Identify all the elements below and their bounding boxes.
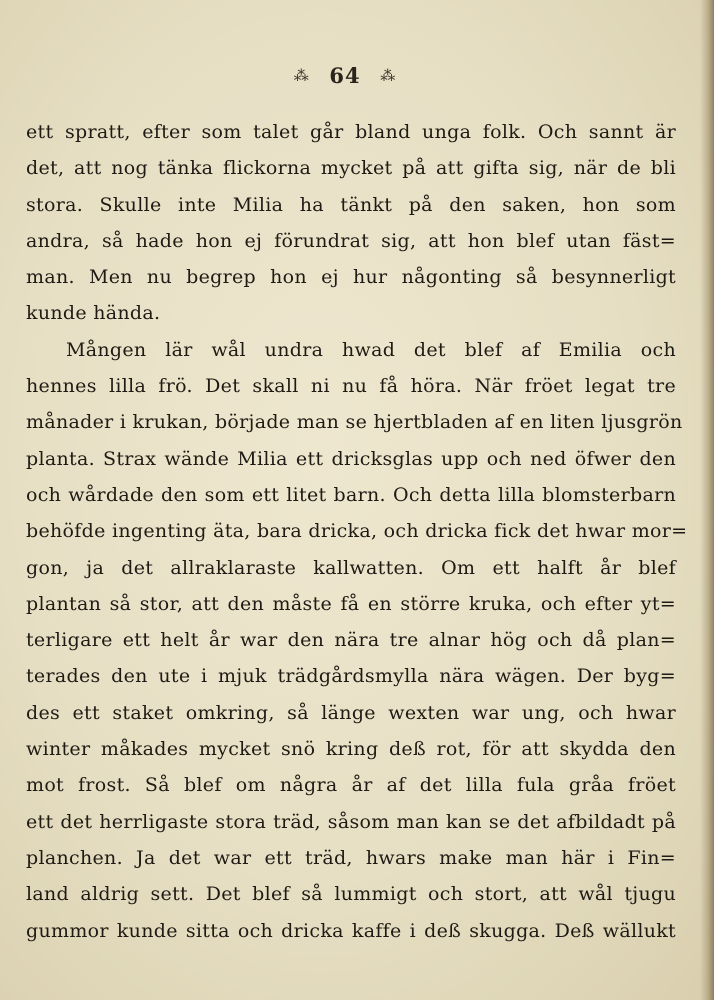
page-body-text [26, 114, 688, 949]
page-header [0, 62, 690, 88]
left-ornament: ⁂ [293, 66, 310, 85]
text-line: gon, ja det allraklaraste kallwatten. Om ett halft år blef [26, 556, 676, 579]
right-ornament: ⁂ [380, 66, 397, 85]
text-line: och wårdade den som ett litet barn. Och detta lilla blomsterbarn [26, 483, 676, 506]
text-line: mot frost. Så blef om några år af det lilla fula gråa fröet [26, 774, 676, 797]
text-line: det, att nog tänka flickorna mycket på att gifta sig, när de bli [26, 157, 676, 180]
text-line: ett det herrligaste stora träd, såsom man kan se det afbildadt på [26, 810, 676, 833]
text-line: månader i krukan, började man se hjertbladen af en liten ljusgrön [26, 411, 683, 434]
text-line: gummor kunde sitta och dricka kaffe i deß skugga. Deß wällukt [26, 919, 676, 942]
text-line: planta. Strax wände Milia ett dricksglas upp och ned öfwer den [26, 447, 676, 470]
text-line: planchen. Ja det war ett träd, hwars make man här i Fin= [26, 846, 676, 869]
paragraph-first-line: Mången lär wål undra hwad det blef af Emilia och [66, 338, 676, 361]
page-edge-shadow [700, 0, 714, 1000]
text-line: plantan så stor, att den måste få en större kruka, och efter yt= [26, 592, 676, 615]
text-line: stora. Skulle inte Milia ha tänkt på den saken, hon som [26, 193, 676, 216]
text-line: ett spratt, efter som talet går bland unga folk. Och sannt är [26, 121, 676, 143]
text-line: land aldrig sett. Det blef så lummigt och stort, att wål tjugu [26, 883, 676, 906]
paragraph-end-line: kunde hända. [26, 302, 161, 325]
text-line: des ett staket omkring, så länge wexten war ung, och hwar [26, 701, 676, 724]
page-number: 64 [329, 63, 361, 88]
text-line: winter måkades mycket snö kring deß rot, för att skydda den [26, 738, 676, 761]
text-line: terades den ute i mjuk trädgårdsmylla nära wägen. Der byg= [26, 665, 676, 688]
text-line: behöfde ingenting äta, bara dricka, och dricka fick det hwar mor= [26, 520, 688, 543]
text-line: terligare ett helt år war den nära tre alnar hög och då plan= [26, 629, 676, 652]
text-line: andra, så hade hon ej förundrat sig, att hon blef utan fäst= [26, 229, 676, 252]
text-line: man. Men nu begrep hon ej hur någonting så besynnerligt [26, 266, 676, 289]
text-line: hennes lilla frö. Det skall ni nu få höra. När fröet legat tre [26, 375, 676, 398]
